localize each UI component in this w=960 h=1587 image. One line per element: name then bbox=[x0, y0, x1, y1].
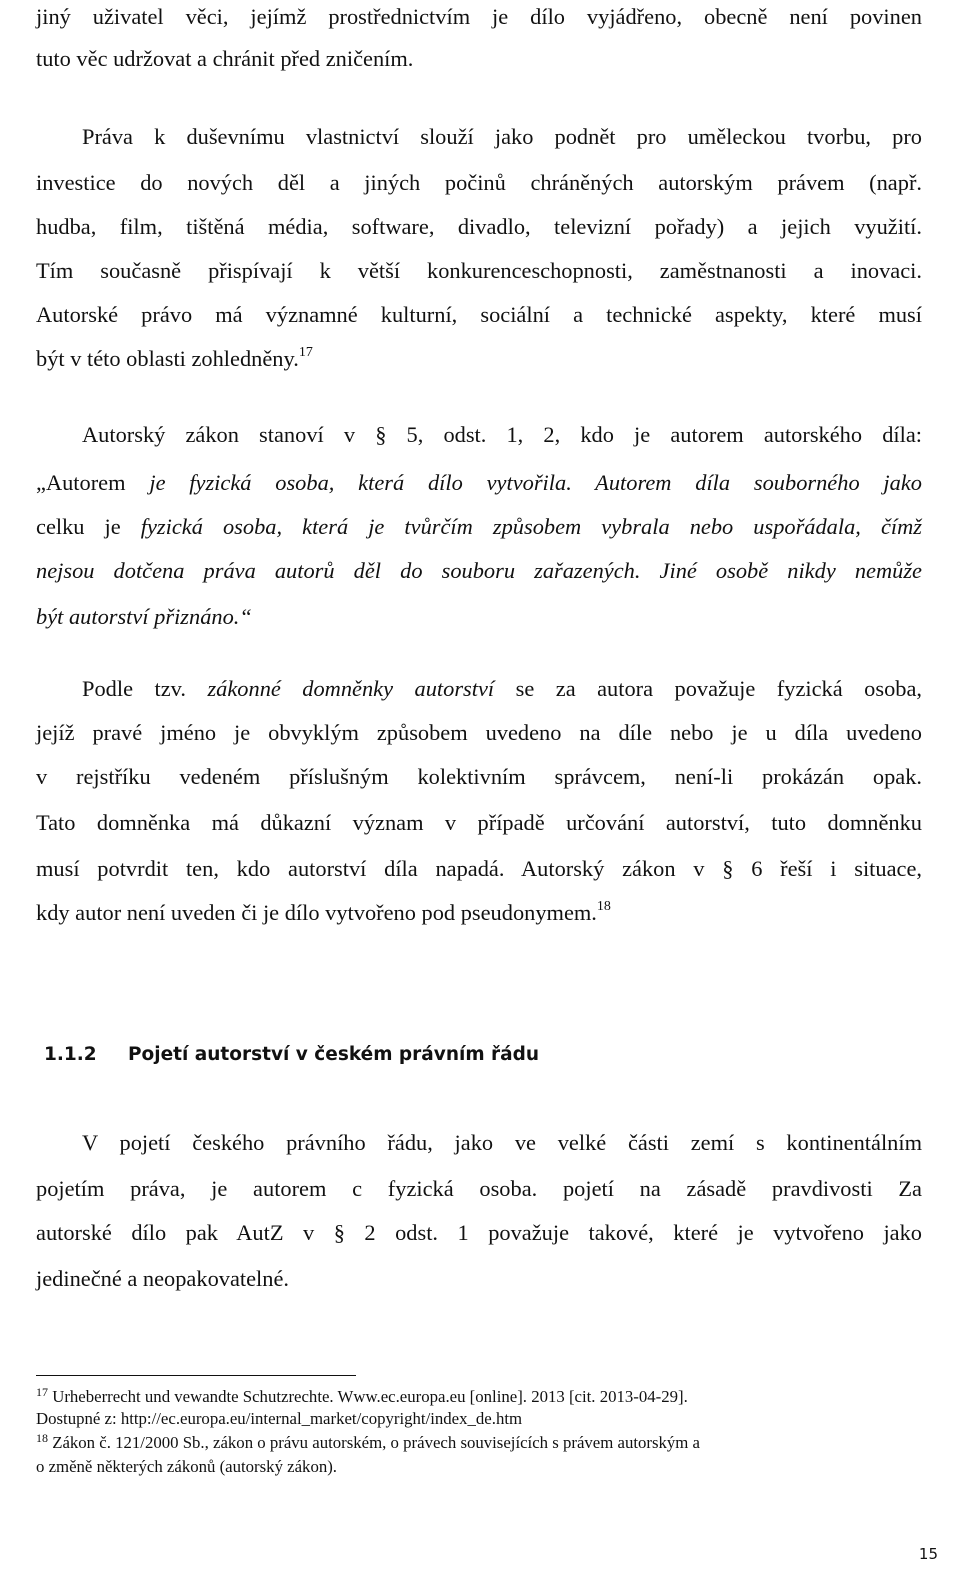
paragraph-line: Práva k duševnímu vlastnictví slouží jako podnět pro uměleckou tvorbu, pro bbox=[82, 124, 922, 149]
footnote-ref: 18 bbox=[596, 899, 611, 914]
section-number: 1.1.2 bbox=[44, 1044, 97, 1065]
paragraph-line: jedinečné a neopakovatelné. bbox=[36, 1266, 290, 1291]
paragraph-line: Autorské právo má významné kulturní, sociální a technické aspekty, které musí bbox=[36, 302, 922, 327]
footnote-text: o změně některých zákonů (autorský zákon). bbox=[36, 1457, 338, 1476]
page-number: 15 bbox=[918, 1545, 938, 1563]
paragraph-line: být autorství přiznáno.“ bbox=[36, 604, 252, 629]
paragraph-line: tuto věc udržovat a chránit před zničením. bbox=[36, 46, 414, 71]
paragraph-line: musí potvrdit ten, kdo autorství díla napadá. Autorský zákon v § 6 řeší i situace, bbox=[36, 856, 922, 881]
paragraph-line bbox=[82, 674, 922, 704]
paragraph-line: investice do nových děl a jiných počinů chráněných autorským právem (např. bbox=[36, 170, 922, 195]
paragraph-line bbox=[36, 468, 922, 498]
paragraph-text: Podle tzv. bbox=[82, 676, 208, 701]
footnote-text: Zákon č. 121/2000 Sb., zákon o právu autorském, o právech souvisejících s právem autorským a bbox=[52, 1433, 700, 1452]
footnote-separator bbox=[36, 1375, 356, 1376]
paragraph-line: autorské dílo pak AutZ v § 2 odst. 1 považuje takové, které je vytvořeno jako bbox=[36, 1220, 922, 1245]
paragraph-text: se za autora považuje fyzická osoba, bbox=[494, 676, 922, 701]
paragraph-line: Tato domněnka má důkazní význam v případě určování autorství, tuto domněnku bbox=[36, 810, 922, 835]
paragraph-line: pojetím práva, je autorem c fyzická osoba. pojetí na zásadě pravdivosti Za bbox=[36, 1176, 922, 1201]
emphasis-text: zákonné domněnky autorství bbox=[207, 676, 495, 701]
footnote-17 bbox=[36, 1386, 922, 1408]
paragraph-line: Tím současně přispívají k větší konkurenceschopnosti, zaměstnanosti a inovaci. bbox=[36, 258, 922, 283]
paragraph-line: jiný uživatel věci, jejímž prostřednictvím je dílo vyjádřeno, obecně není povinen bbox=[36, 4, 922, 29]
paragraph-line: hudba, film, tištěná média, software, divadlo, televizní pořady) a jejich využití. bbox=[36, 214, 922, 239]
quoted-text: je fyzická osoba, která dílo vytvořila. Autorem díla souborného jako bbox=[149, 470, 922, 495]
paragraph-line bbox=[36, 512, 922, 542]
quoted-text: fyzická osoba, která je tvůrčím způsobem vybrala nebo uspořádala, čímž bbox=[140, 514, 922, 539]
footnote-text: Urheberrecht und vewandte Schutzrechte. Www.ec.europa.eu [online]. 2013 [cit. 2013-04-29]. bbox=[52, 1387, 688, 1406]
footnote-ref: 17 bbox=[298, 345, 313, 360]
footnote-mark: 18 bbox=[36, 1431, 48, 1445]
paragraph-line: jejíž pravé jméno je obvyklým způsobem uvedeno na díle nebo je u díla uvedeno bbox=[36, 720, 922, 745]
paragraph-text: celku je bbox=[36, 514, 141, 539]
paragraph-line: Autorský zákon stanoví v § 5, odst. 1, 2, kdo je autorem autorského díla: bbox=[82, 422, 922, 447]
section-heading bbox=[44, 1042, 539, 1068]
footnote-text: Dostupné z: http://ec.europa.eu/internal_market/copyright/index_de.htm bbox=[36, 1409, 523, 1428]
paragraph-line bbox=[36, 898, 922, 928]
paragraph-text: kdy autor není uveden či je dílo vytvořeno pod pseudonymem. bbox=[36, 900, 597, 925]
paragraph-line: v rejstříku vedeném příslušným kolektivním správcem, není-li prokázán opak. bbox=[36, 764, 922, 789]
paragraph-text: být v této oblasti zohledněny. bbox=[36, 346, 299, 371]
paragraph-text: „Autorem bbox=[36, 470, 150, 495]
footnote-18 bbox=[36, 1432, 922, 1454]
section-title: Pojetí autorství v českém právním řádu bbox=[128, 1044, 540, 1065]
paragraph-line bbox=[36, 344, 922, 374]
paragraph-line: nejsou dotčena práva autorů děl do souboru zařazených. Jiné osobě nikdy nemůže bbox=[36, 558, 922, 583]
footnote-mark: 17 bbox=[36, 1385, 48, 1399]
paragraph-line: V pojetí českého právního řádu, jako ve velké části zemí s kontinentálním bbox=[82, 1130, 922, 1155]
